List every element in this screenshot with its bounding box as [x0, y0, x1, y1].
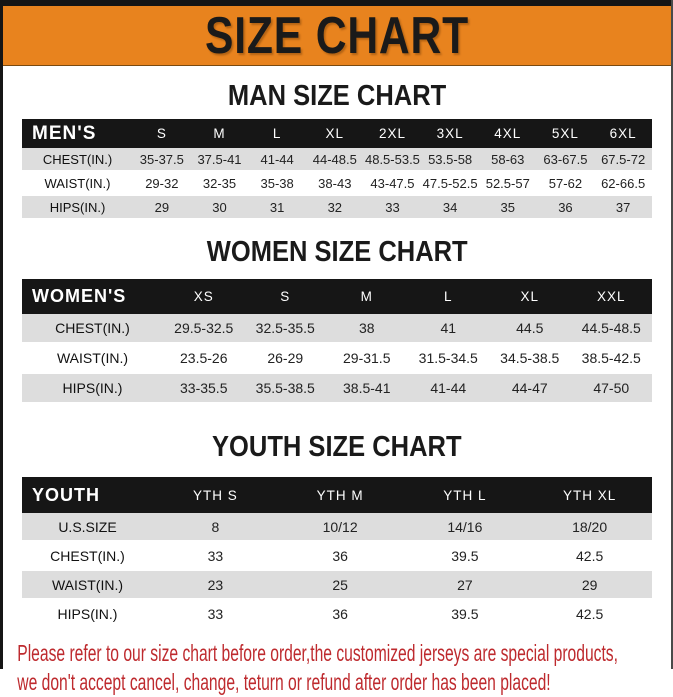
- size-value-cell: 34.5-38.5: [489, 343, 571, 373]
- size-column-header: YTH L: [403, 477, 528, 513]
- size-value-cell: 44.5-48.5: [571, 314, 653, 343]
- size-value-cell: 31: [248, 195, 306, 219]
- size-value-cell: 33-35.5: [163, 373, 245, 403]
- size-column-header: XL: [306, 119, 364, 148]
- size-value-cell: 32-35: [191, 171, 249, 195]
- size-value-cell: 27: [403, 570, 528, 599]
- measure-row-label: HIPS(IN.): [22, 195, 133, 219]
- table-row: [22, 570, 652, 599]
- size-value-cell: 29-32: [133, 171, 191, 195]
- table-row: [22, 148, 652, 171]
- youth-size-table: [22, 477, 652, 629]
- size-column-header: XL: [489, 279, 571, 314]
- size-value-cell: 63-67.5: [537, 148, 595, 171]
- size-value-cell: 47.5-52.5: [421, 171, 479, 195]
- size-value-cell: 32.5-35.5: [245, 314, 327, 343]
- size-value-cell: 29-31.5: [326, 343, 408, 373]
- women-table-title: WOMEN'S: [22, 279, 163, 314]
- size-value-cell: 35: [479, 195, 537, 219]
- size-value-cell: 42.5: [527, 541, 652, 570]
- size-column-header: 4XL: [479, 119, 537, 148]
- size-value-cell: 36: [278, 541, 403, 570]
- size-value-cell: 25: [278, 570, 403, 599]
- size-value-cell: 29: [133, 195, 191, 219]
- men-section-heading: MAN SIZE CHART: [227, 80, 447, 112]
- size-value-cell: 38.5-42.5: [571, 343, 653, 373]
- size-column-header: YTH S: [153, 477, 278, 513]
- size-value-cell: 37: [594, 195, 652, 219]
- size-value-cell: 38: [326, 314, 408, 343]
- size-value-cell: 38-43: [306, 171, 364, 195]
- size-column-header: 5XL: [537, 119, 595, 148]
- women-section-heading: WOMEN SIZE CHART: [206, 236, 468, 268]
- size-value-cell: 30: [191, 195, 249, 219]
- disclaimer-text: [3, 639, 670, 697]
- size-value-cell: 14/16: [403, 513, 528, 541]
- size-value-cell: 35.5-38.5: [245, 373, 327, 403]
- size-value-cell: 33: [364, 195, 422, 219]
- size-value-cell: 26-29: [245, 343, 327, 373]
- size-value-cell: 23.5-26: [163, 343, 245, 373]
- size-value-cell: 31.5-34.5: [408, 343, 490, 373]
- size-value-cell: 41: [408, 314, 490, 343]
- size-value-cell: 35-37.5: [133, 148, 191, 171]
- size-column-header: YTH XL: [527, 477, 652, 513]
- table-row: [22, 314, 652, 343]
- size-value-cell: 37.5-41: [191, 148, 249, 171]
- size-value-cell: 23: [153, 570, 278, 599]
- table-row: [22, 343, 652, 373]
- men-table-title: MEN'S: [22, 119, 133, 148]
- size-column-header: 3XL: [421, 119, 479, 148]
- size-column-header: 6XL: [594, 119, 652, 148]
- size-value-cell: 44-47: [489, 373, 571, 403]
- size-value-cell: 36: [537, 195, 595, 219]
- size-column-header: M: [191, 119, 249, 148]
- size-column-header: M: [326, 279, 408, 314]
- size-value-cell: 42.5: [527, 599, 652, 628]
- size-value-cell: 52.5-57: [479, 171, 537, 195]
- measure-row-label: WAIST(IN.): [22, 570, 153, 599]
- size-column-header: S: [245, 279, 327, 314]
- table-row: [22, 373, 652, 403]
- measure-row-label: HIPS(IN.): [22, 373, 163, 403]
- size-value-cell: 43-47.5: [364, 171, 422, 195]
- measure-row-label: WAIST(IN.): [22, 171, 133, 195]
- size-column-header: L: [408, 279, 490, 314]
- table-row: [22, 541, 652, 570]
- size-column-header: S: [133, 119, 191, 148]
- size-value-cell: 33: [153, 541, 278, 570]
- size-value-cell: 38.5-41: [326, 373, 408, 403]
- table-row: [22, 599, 652, 628]
- table-row: [22, 513, 652, 541]
- measure-row-label: WAIST(IN.): [22, 343, 163, 373]
- measure-row-label: CHEST(IN.): [22, 314, 163, 343]
- measure-row-label: HIPS(IN.): [22, 599, 153, 628]
- size-value-cell: 57-62: [537, 171, 595, 195]
- size-value-cell: 58-63: [479, 148, 537, 171]
- disclaimer-line-2: we don't accept cancel, change, teturn or refund after order has been placed!: [17, 669, 551, 695]
- size-column-header: XS: [163, 279, 245, 314]
- size-value-cell: 35-38: [248, 171, 306, 195]
- women-size-table: [22, 279, 652, 404]
- table-row: [22, 195, 652, 219]
- title-banner: [3, 6, 671, 66]
- size-value-cell: 41-44: [408, 373, 490, 403]
- youth-header-row: [22, 477, 652, 513]
- size-value-cell: 39.5: [403, 599, 528, 628]
- men-header-row: [22, 119, 652, 148]
- measure-row-label: CHEST(IN.): [22, 148, 133, 171]
- size-column-header: 2XL: [364, 119, 422, 148]
- size-column-header: YTH M: [278, 477, 403, 513]
- size-value-cell: 29.5-32.5: [163, 314, 245, 343]
- size-value-cell: 36: [278, 599, 403, 628]
- size-column-header: L: [248, 119, 306, 148]
- disclaimer-line-1: Please refer to our size chart before order,the customized jerseys are special products,: [17, 640, 618, 666]
- size-value-cell: 34: [421, 195, 479, 219]
- women-header-row: [22, 279, 652, 314]
- size-value-cell: 53.5-58: [421, 148, 479, 171]
- table-row: [22, 171, 652, 195]
- size-column-header: XXL: [571, 279, 653, 314]
- size-value-cell: 39.5: [403, 541, 528, 570]
- youth-section-heading: YOUTH SIZE CHART: [212, 431, 462, 463]
- size-value-cell: 44.5: [489, 314, 571, 343]
- size-value-cell: 48.5-53.5: [364, 148, 422, 171]
- size-value-cell: 41-44: [248, 148, 306, 171]
- size-value-cell: 47-50: [571, 373, 653, 403]
- measure-row-label: U.S.SIZE: [22, 513, 153, 541]
- size-value-cell: 8: [153, 513, 278, 541]
- size-value-cell: 29: [527, 570, 652, 599]
- size-value-cell: 44-48.5: [306, 148, 364, 171]
- size-value-cell: 18/20: [527, 513, 652, 541]
- youth-table-title: YOUTH: [22, 477, 153, 513]
- page-title: SIZE CHART: [204, 6, 470, 65]
- size-value-cell: 62-66.5: [594, 171, 652, 195]
- men-size-table: [22, 119, 652, 220]
- size-value-cell: 67.5-72: [594, 148, 652, 171]
- size-value-cell: 32: [306, 195, 364, 219]
- size-value-cell: 10/12: [278, 513, 403, 541]
- measure-row-label: CHEST(IN.): [22, 541, 153, 570]
- size-value-cell: 33: [153, 599, 278, 628]
